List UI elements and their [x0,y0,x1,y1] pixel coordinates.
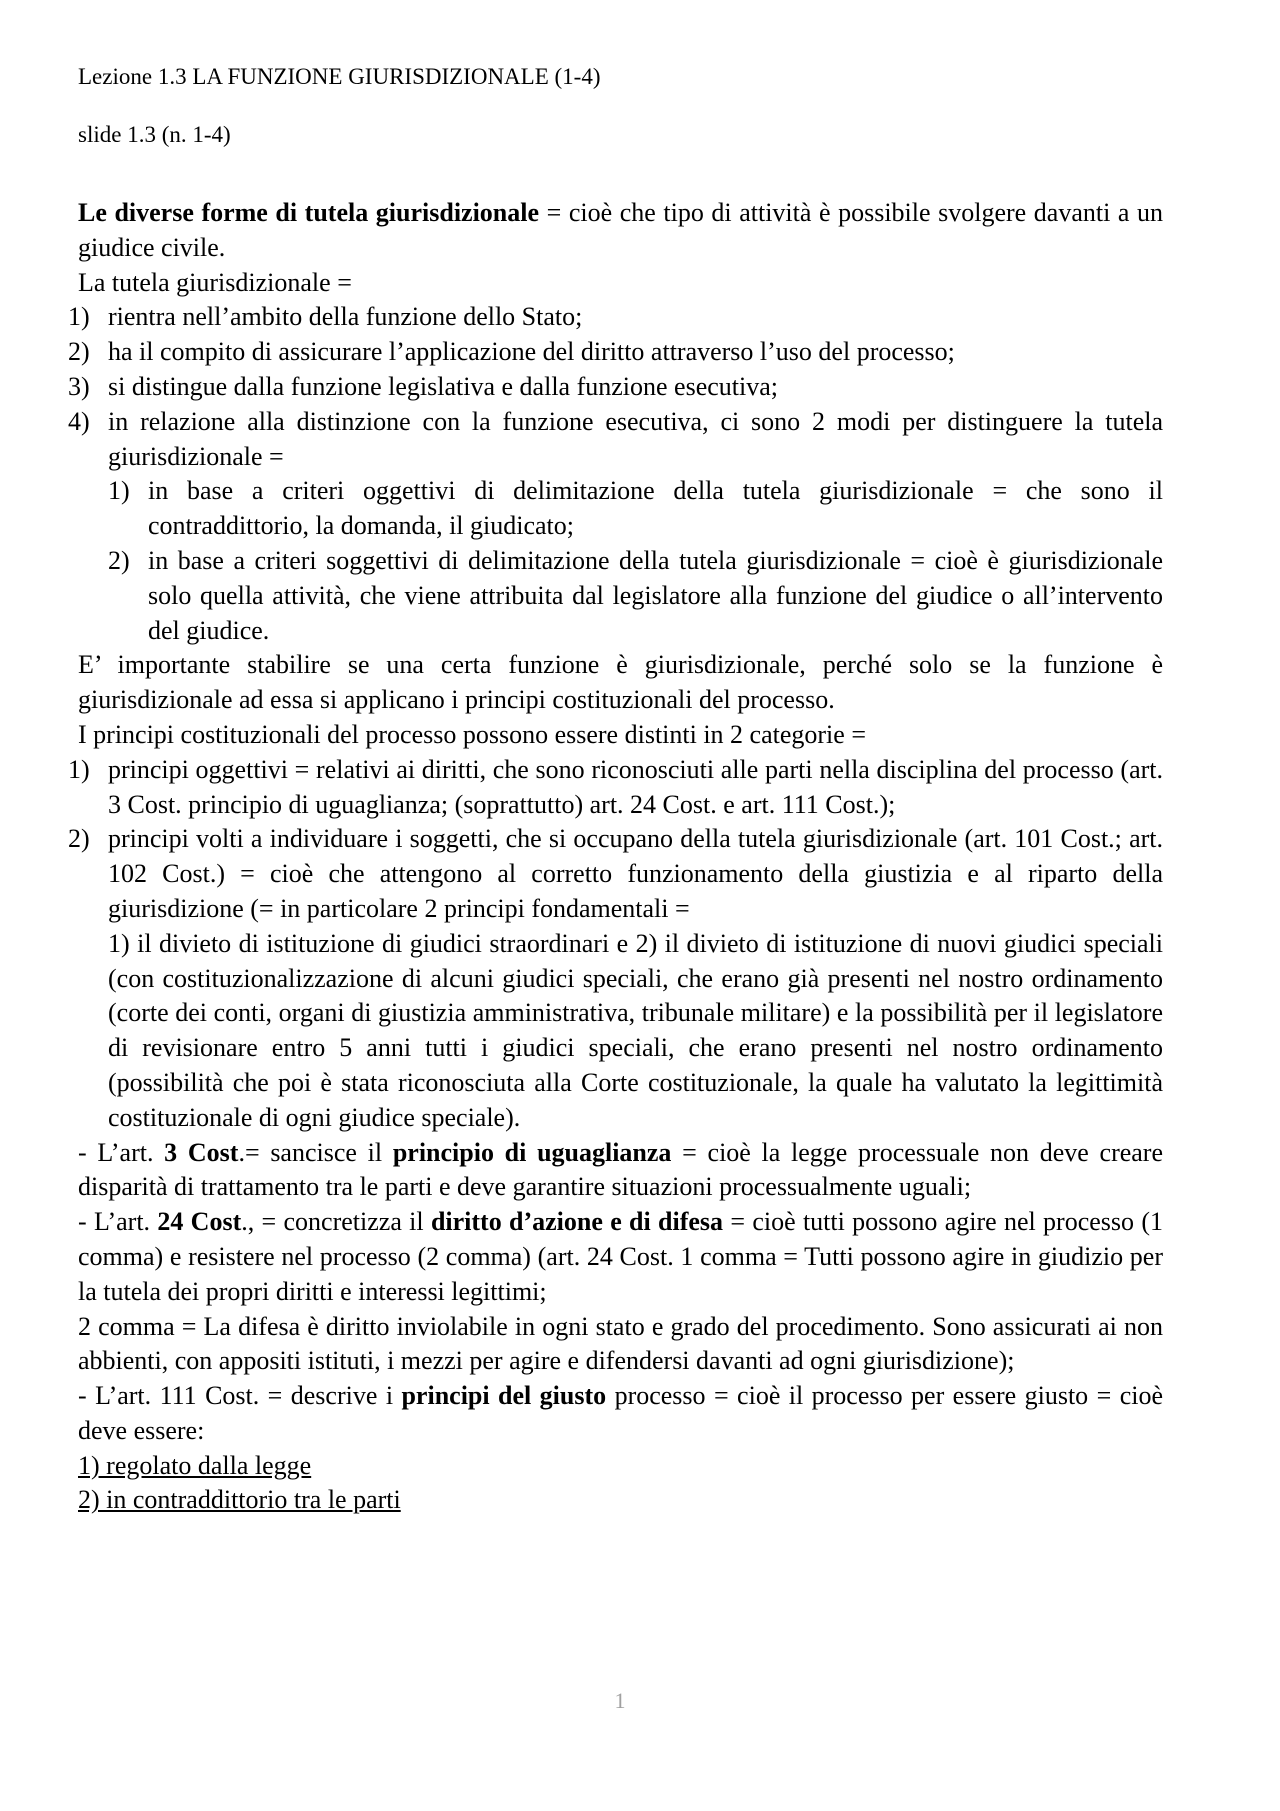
sub-item [78,474,1163,544]
art111-paragraph [78,1379,1163,1449]
art3-rest: = cioè la legge processuale non deve creare disparità di trattamento tra le parti e deve garantire situazioni processualmente uguali; [78,1137,1164,1202]
principi-continuation: 1) il divieto di istituzione di giudici straordinari e 2) il divieto di istituzione di nuovi giudici speciali (con costituzionalizzazione di alcuni giudici speciali, che erano già presenti nel nostro ordinamento (corte dei conti, organi di giustizia amministrativa, tribunale militare) e la possibilità per il legislatore di revisionare entro 5 anni tutti i giudici speciali, che erano presenti nel nostro ordinamento (possibilità che poi è stata riconosciuta alla Corte costituzionale, la quale ha valutato la legittimità costituzionale di ogni giudice speciale). [108,928,1163,1132]
tutela-item [68,300,1163,335]
art3-paragraph [78,1136,1163,1206]
item-text: si distingue dalla funzione legislativa e dalla funzione esecutiva; [108,371,778,401]
art3-bold-b: uguaglianza [537,1137,672,1167]
item-number: 3) [68,371,90,401]
giusto-item-text: 1) regolato dalla legge [78,1450,312,1480]
document-body [68,196,1164,1518]
art24-text: ., = concretizza il [241,1207,431,1237]
item-text: ha il compito di assicurare l’applicazione del diritto attraverso l’uso del processo; [108,337,955,367]
item-number: 1) [68,754,90,784]
principi-title: I principi costituzionali del processo possono essere distinti in 2 categorie = [78,719,866,749]
principi-item [68,822,1163,926]
item-number: 1) [68,302,90,332]
importance-paragraph: E’ importante stabilire se una certa funzione è giurisdizionale, perché solo se la funzione è giurisdizionale ad essa si applicano i principi costituzionali del processo. [78,650,1163,715]
tutela-item [68,405,1163,475]
principi-item [68,753,1163,823]
lesson-title: Lezione 1.3 LA FUNZIONE GIURISDIZIONALE (1-4) [78,64,601,89]
art24-prefix: - L’art. [78,1207,158,1237]
art24-bold: diritto d’azione e di difesa [430,1207,724,1237]
art111-rest: processo = cioè il processo per essere giusto = cioè deve essere: [78,1381,1163,1445]
art3-space [526,1138,537,1167]
intro-bold: Le diverse forme di tutela giurisdizionale [78,198,540,227]
tutela-title: La tutela giurisdizionale = [78,267,352,297]
giusto-item-text: 2) in contraddittorio tra le parti [78,1485,401,1515]
sub-item-text: in base a criteri oggettivi di delimitazione della tutela giurisdizionale = che sono il contraddittorio, la domanda, il giudicato; [148,476,1163,541]
item-number: 2) [68,824,90,854]
art3-text: .= sancisce il [238,1137,393,1167]
giusto-item [78,1449,1163,1484]
item-text: principi volti a individuare i soggetti, che si occupano della tutela giurisdizionale (art. 101 Cost.; art. 102 Cost.) = cioè che attengono al corretto funzionamento della giustizia e al riparto della giurisdizione (= in particolare 2 principi fondamentali = [108,824,1163,923]
item-text: principi oggettivi = relativi ai diritti, che sono riconosciuti alle parti nella disciplina del processo (art. 3 Cost. principio di uguaglianza; (soprattutto) art. 24 Cost. e art. 111 Cost.); [108,754,1163,819]
giusto-item [78,1483,1163,1518]
sub-item-text: in base a criteri soggettivi di delimitazione della tutela giurisdizionale = cioè è giurisdizionale solo quella attività, che viene attribuita dal legislatore alla funzione del giudice o all’intervento del giudice. [148,545,1163,645]
art24-paragraph [78,1205,1163,1309]
art3-ref: 3 Cost [164,1137,239,1167]
art111-bold: principi del giusto [401,1381,607,1411]
comma2-paragraph: 2 comma = La difesa è diritto inviolabile in ogni stato e grado del procedimento. Sono assicurati ai non abbienti, con appositi istituti, i mezzi per agire e difendersi davanti ad ogni giurisdizione); [78,1311,1163,1376]
sub-item-number: 1) [108,476,130,506]
item-number: 2) [68,337,90,367]
intro-text: = cioè che tipo di attività è possibile svolgere davanti a un giudice civile. [78,198,1163,262]
sub-item-number: 2) [108,545,130,575]
slide-reference: slide 1.3 (n. 1-4) [78,122,231,147]
art24-ref: 24 Cost [157,1207,242,1237]
item-number: 4) [68,406,90,436]
item-text: rientra nell’ambito della funzione dello Stato; [108,302,583,332]
intro-paragraph [78,196,1163,266]
page-number: 1 [614,1688,626,1713]
tutela-item [68,335,1163,370]
art3-bold-a: principio di [392,1137,527,1167]
art111-prefix: - L’art. 111 Cost. = descrive i [78,1381,402,1411]
art3-prefix: - L’art. [78,1137,165,1167]
tutela-item [68,370,1163,405]
item-text: in relazione alla distinzione con la funzione esecutiva, ci sono 2 modi per distinguere la tutela giurisdizionale = [108,406,1163,471]
art24-rest: = cioè tutti possono agire nel processo (1 comma) e resistere nel processo (2 comma) (art. 24 Cost. 1 comma = Tutti possono agire in giudizio per la tutela dei propri diritti e interessi legittimi; [78,1207,1163,1306]
sub-item [78,544,1163,648]
